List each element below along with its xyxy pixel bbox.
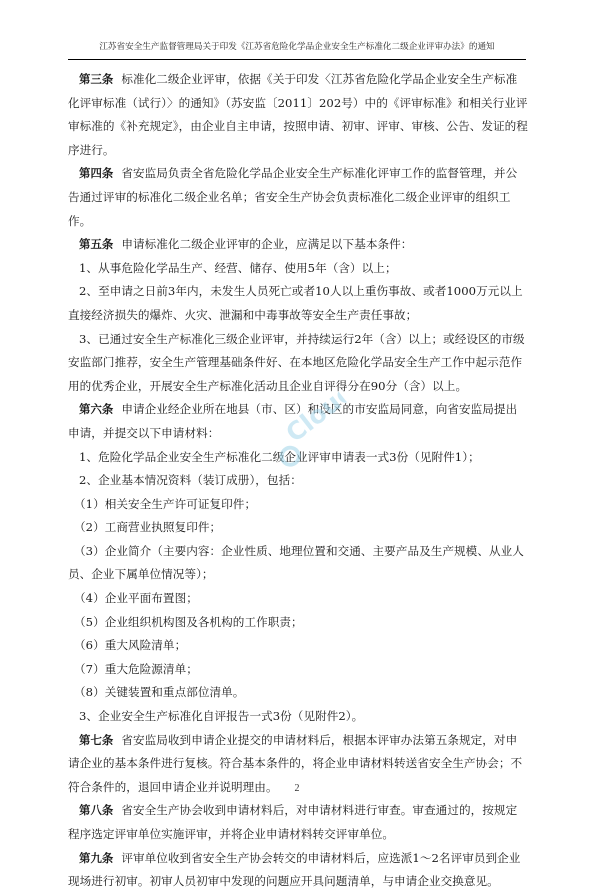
article-number: 第九条: [79, 850, 114, 865]
clause-paragraph: [68, 516, 528, 540]
paragraph-text: 1、危险化学品企业安全生产标准化二级企业评审申请表一式3份（见附件1）；: [79, 449, 480, 464]
article-paragraph: [68, 233, 528, 257]
clause-paragraph: [68, 658, 528, 682]
paragraph-text: （6）重大风险清单；: [74, 638, 187, 653]
clause-paragraph: [68, 634, 528, 658]
watermark-text: Cloud: [280, 376, 361, 448]
clause-paragraph: [68, 540, 528, 587]
paragraph-text: 评审单位收到省安全生产协会转交的申请材料后，应选派1～2名评审员到企业现场进行初审。初审人员初审中发现的问题应开具问题清单，与申请企业交换意见。: [68, 850, 521, 889]
article-number: 第七条: [79, 732, 114, 747]
document-header: 江苏省安全生产监督管理局关于印发《江苏省危险化学品企业安全生产标准化二级企业评审办法》的通知: [99, 42, 495, 52]
clause-paragraph: [68, 681, 528, 705]
paragraph-text: 省安监局收到申请企业提交的申请材料后，根据本评审办法第五条规定，对申请企业的基本条件进行复核。符合基本条件的，将企业申请材料转送省安全生产协会；不符合条件的，退回申请企业并说明理由。: [68, 732, 523, 794]
paragraph-text: 申请企业经企业所在地县（市、区）和设区的市安监局同意，向省安监局提出申请，并提交以下申请材料：: [68, 402, 518, 440]
article-number: 第八条: [79, 803, 114, 818]
paragraph-text: （1）相关安全生产许可证复印件；: [74, 496, 257, 511]
article-number: 第四条: [79, 166, 114, 181]
paragraph-text: 省安全生产协会收到申请材料后，对申请材料进行审查。审查通过的，按规定程序选定评审单位实施评审，并将企业申请材料转交评审单位。: [68, 803, 518, 841]
paragraph-text: 2、企业基本情况资料（装订成册），包括：: [79, 473, 302, 488]
clause-paragraph: [68, 705, 528, 729]
article-paragraph: [68, 68, 528, 162]
clause-paragraph: [68, 257, 528, 281]
article-number: 第六条: [79, 402, 114, 417]
clause-paragraph: [68, 493, 528, 517]
article-paragraph: [68, 799, 528, 846]
article-number: 第五条: [79, 237, 114, 252]
paragraph-text: （2）工商营业执照复印件；: [74, 520, 222, 535]
paragraph-text: （3）企业简介（主要内容：企业性质、地理位置和交通、主要产品及生产规模、从业人员、企业下属单位情况等）；: [68, 543, 524, 582]
paragraph-text: （5）企业组织机构图及各机构的工作职责；: [74, 614, 303, 629]
clause-paragraph: [68, 280, 528, 327]
paragraph-text: 1、从事危险化学品生产、经营、储存、使用5年（含）以上；: [79, 260, 397, 275]
paragraph-text: （4）企业平面布置图；: [74, 591, 198, 606]
paragraph-text: 3、企业安全生产标准化自评报告一式3份（见附件2）。: [79, 709, 364, 724]
paragraph-text: 申请标准化二级企业评审的企业，应满足以下基本条件：: [121, 237, 413, 252]
page-number: 2: [294, 783, 300, 794]
clause-paragraph: [68, 611, 528, 635]
paragraph-text: （7）重大危险源清单；: [74, 661, 198, 676]
clause-paragraph: [68, 587, 528, 611]
paragraph-text: 2、至申请之日前3年内，未发生人员死亡或者10人以上重伤事故、或者1000万元以上直接经济损失的爆炸、火灾、泄漏和中毒事故等安全生产责任事故；: [68, 284, 523, 322]
paragraph-text: 省安监局负责全省危险化学品企业安全生产标准化评审工作的监督管理，并公告通过评审的标准化二级企业名单；省安全生产协会负责标准化二级企业评审的组织工作。: [68, 166, 518, 228]
paragraph-text: 标准化二级企业评审，依据《关于印发〈江苏省危险化学品企业安全生产标准化评审标准（试行）〉的通知》（苏安监〔2011〕202号）中的《评审标准》和相关行业评审标准的《补充规定》，由企业自主申请，按照申请、初审、评审、审核、公告、发证的程序进行。: [68, 72, 528, 157]
article-paragraph: [68, 847, 528, 894]
article-number: 第三条: [79, 72, 114, 86]
article-paragraph: [68, 162, 528, 233]
header-rule: [68, 59, 526, 60]
paragraph-text: 3、已通过安全生产标准化三级企业评审，并持续运行2年（含）以上；或经设区的市级安监部门推荐，安全生产管理基础条件好、在本地区危险化学品安全生产工作中起示范作用的优秀企业，开展安全生产标准化活动且企业自评得分在90分（含）以上。: [68, 331, 525, 393]
paragraph-text: （8）关键装置和重点部位清单。: [74, 685, 245, 700]
